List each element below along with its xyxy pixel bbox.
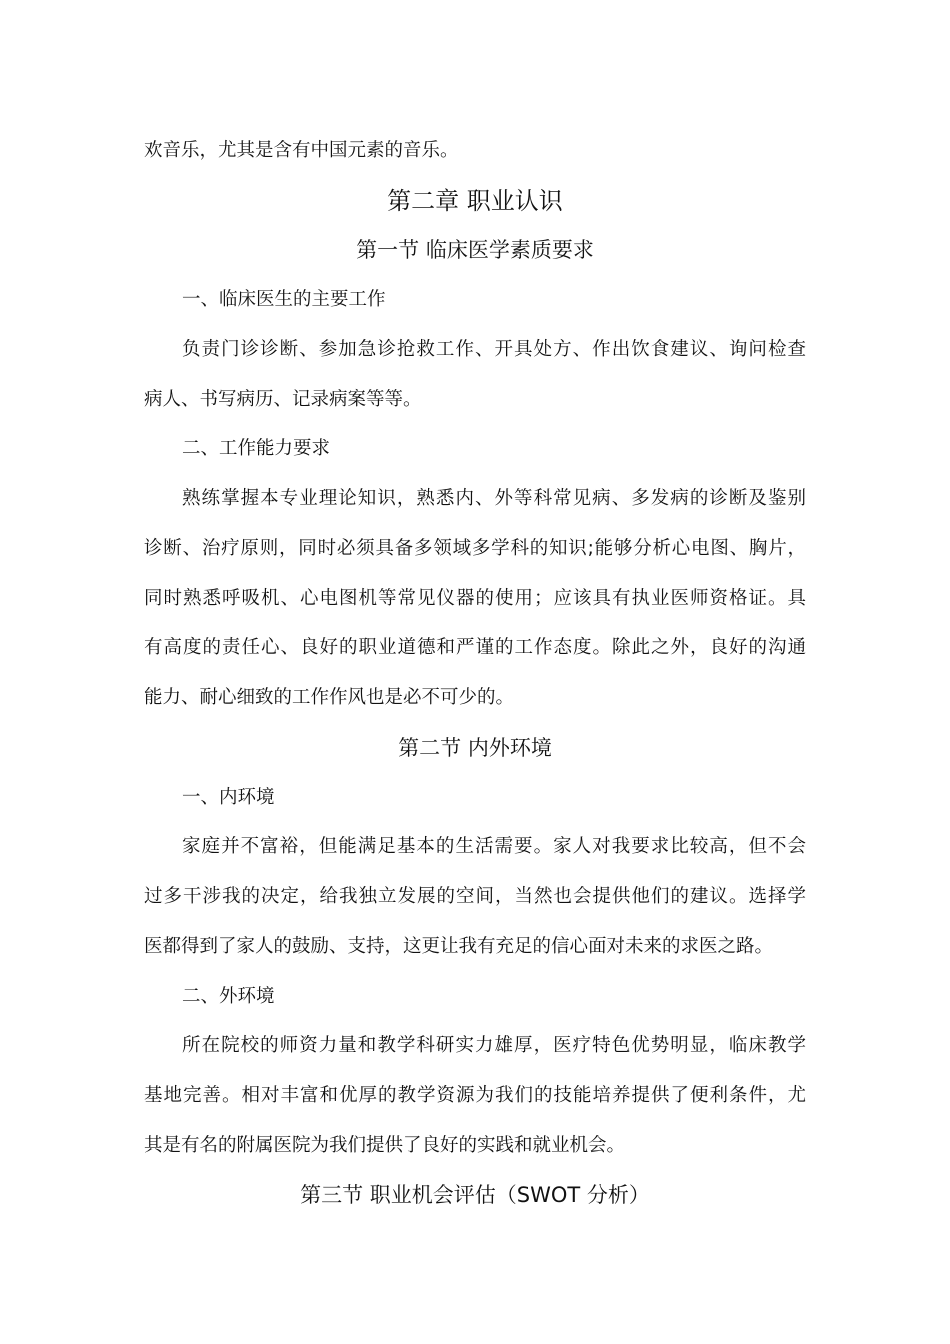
subheading: 二、工作能力要求 — [182, 438, 331, 459]
paragraph-line: 有高度的责任心、良好的职业道德和严谨的工作态度。除此之外，良好的沟通 — [144, 637, 806, 658]
section-title: 第三节 职业机会评估（SWOT 分析） — [300, 1183, 650, 1207]
section-title: 第一节 临床医学素质要求 — [356, 238, 594, 262]
paragraph-line: 欢音乐，尤其是含有中国元素的音乐。 — [144, 140, 459, 161]
paragraph-line: 诊断、治疗原则，同时必须具备多领域多学科的知识;能够分析心电图、胸片， — [144, 538, 806, 559]
paragraph-line: 同时熟悉呼吸机、心电图机等常见仪器的使用；应该具有执业医师资格证。具 — [144, 588, 806, 609]
paragraph-line: 基地完善。相对丰富和优厚的教学资源为我们的技能培养提供了便利条件，尤 — [144, 1085, 806, 1106]
subheading: 二、外环境 — [182, 986, 275, 1007]
subheading: 一、内环境 — [182, 787, 275, 808]
paragraph-line: 医都得到了家人的鼓励、支持，这更让我有充足的信心面对未来的求医之路。 — [144, 936, 774, 957]
paragraph-line: 其是有名的附属医院为我们提供了良好的实践和就业机会。 — [144, 1135, 626, 1156]
section-title: 第二节 内外环境 — [398, 736, 552, 760]
paragraph-line: 能力、耐心细致的工作作风也是必不可少的。 — [144, 687, 515, 708]
paragraph-line: 所在院校的师资力量和教学科研实力雄厚，医疗特色优势明显，临床教学 — [182, 1035, 806, 1056]
chapter-title: 第二章 职业认识 — [387, 187, 563, 215]
paragraph-line: 熟练掌握本专业理论知识，熟悉内、外等科常见病、多发病的诊断及鉴别 — [182, 488, 806, 509]
paragraph-line: 病人、书写病历、记录病案等等。 — [144, 389, 422, 410]
paragraph-line: 过多干涉我的决定，给我独立发展的空间，当然也会提供他们的建议。选择学 — [144, 886, 806, 907]
paragraph-line: 家庭并不富裕，但能满足基本的生活需要。家人对我要求比较高，但不会 — [182, 836, 806, 857]
subheading: 一、临床医生的主要工作 — [182, 289, 386, 310]
paragraph-line: 负责门诊诊断、参加急诊抢救工作、开具处方、作出饮食建议、询问检查 — [182, 339, 806, 360]
